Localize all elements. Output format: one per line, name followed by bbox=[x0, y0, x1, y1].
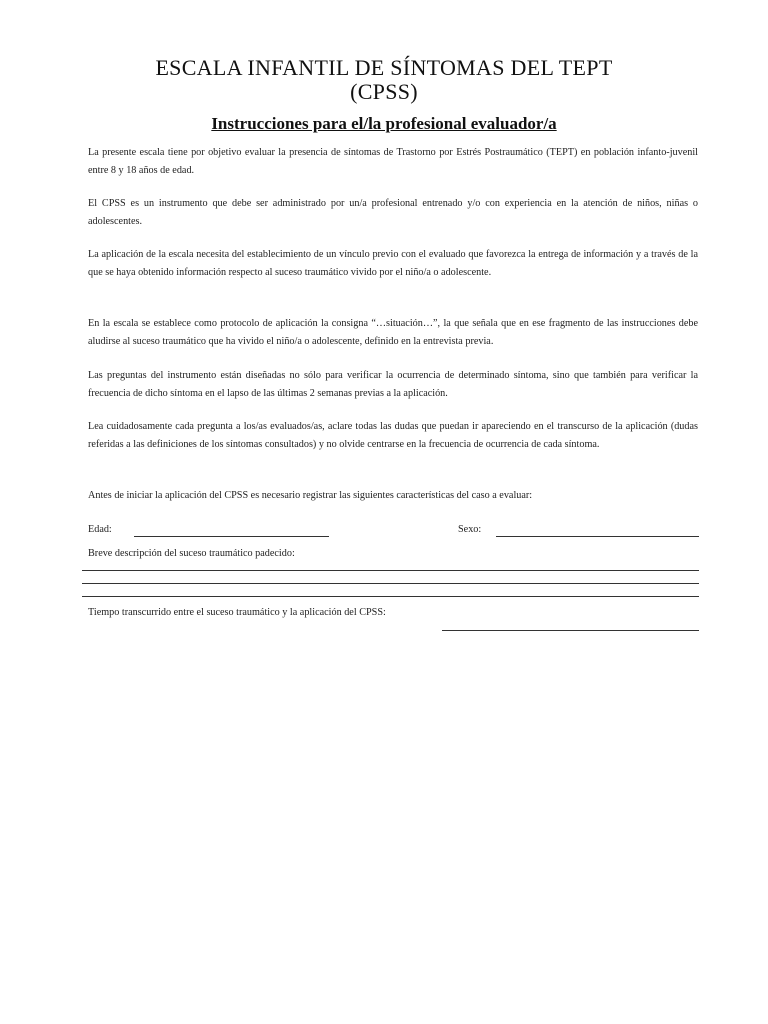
paragraph-register-case: Antes de iniciar la aplicación del CPSS es necesario registrar las siguientes características del caso a evaluar: bbox=[88, 490, 533, 501]
paragraph-bond: La aplicación de la escala necesita del establecimiento de un vínculo previo con el evaluado que favorezca la entrega de información y a través de la que se haya obtenido información respecto al suceso traumático vivido por el niño/a o adolescente. bbox=[88, 249, 698, 278]
tiempo-label: Tiempo transcurrido entre el suceso traumático y la aplicación del CPSS: bbox=[88, 607, 386, 618]
tiempo-field-line[interactable] bbox=[442, 630, 699, 631]
descripcion-label: Breve descripción del suceso traumático padecido: bbox=[88, 548, 295, 559]
descripcion-field-line-3[interactable] bbox=[82, 596, 699, 597]
title-line-1: ESCALA INFANTIL DE SÍNTOMAS DEL TEPT bbox=[155, 55, 613, 80]
paragraph-read-carefully: Lea cuidadosamente cada pregunta a los/as evaluados/as, aclare todas las dudas que puedan ir apareciendo en el transcurso de la aplicación (dudas referidas a las definiciones de los síntomas consultados) y no olvide centrarse en la frecuencia de ocurrencia de cada síntoma. bbox=[88, 421, 698, 450]
title-line-2: (CPSS) bbox=[350, 79, 418, 104]
descripcion-field-line-1[interactable] bbox=[82, 570, 699, 571]
paragraph-objective: La presente escala tiene por objetivo evaluar la presencia de síntomas de Trastorno por Estrés Postraumático (TEPT) en población infanto-juvenil entre 8 y 18 años de edad. bbox=[88, 147, 698, 176]
paragraph-questions: Las preguntas del instrumento están diseñadas no sólo para verificar la ocurrencia de determinado síntoma, sino que también para verificar la frecuencia de dicho síntoma en el lapso de las últimas 2 semanas previas a la aplicación. bbox=[88, 370, 698, 399]
sexo-label: Sexo: bbox=[458, 524, 482, 535]
document-title bbox=[0, 56, 768, 104]
paragraph-protocol: En la escala se establece como protocolo de aplicación la consigna “…situación…”, la que señala que en ese fragmento de las instrucciones debe aludirse al suceso traumático que ha vivido el niño/a o adolescente, definido en la entrevista previa. bbox=[88, 318, 698, 347]
sexo-field-line[interactable] bbox=[496, 536, 699, 537]
descripcion-field-line-2[interactable] bbox=[82, 583, 699, 584]
instructions-heading: Instrucciones para el/la profesional evaluador/a bbox=[211, 114, 557, 133]
edad-label: Edad: bbox=[88, 524, 112, 535]
paragraph-administration: El CPSS es un instrumento que debe ser administrado por un/a profesional entrenado y/o con experiencia en la atención de niños, niñas o adolescentes. bbox=[88, 198, 698, 227]
edad-field-line[interactable] bbox=[134, 536, 329, 537]
